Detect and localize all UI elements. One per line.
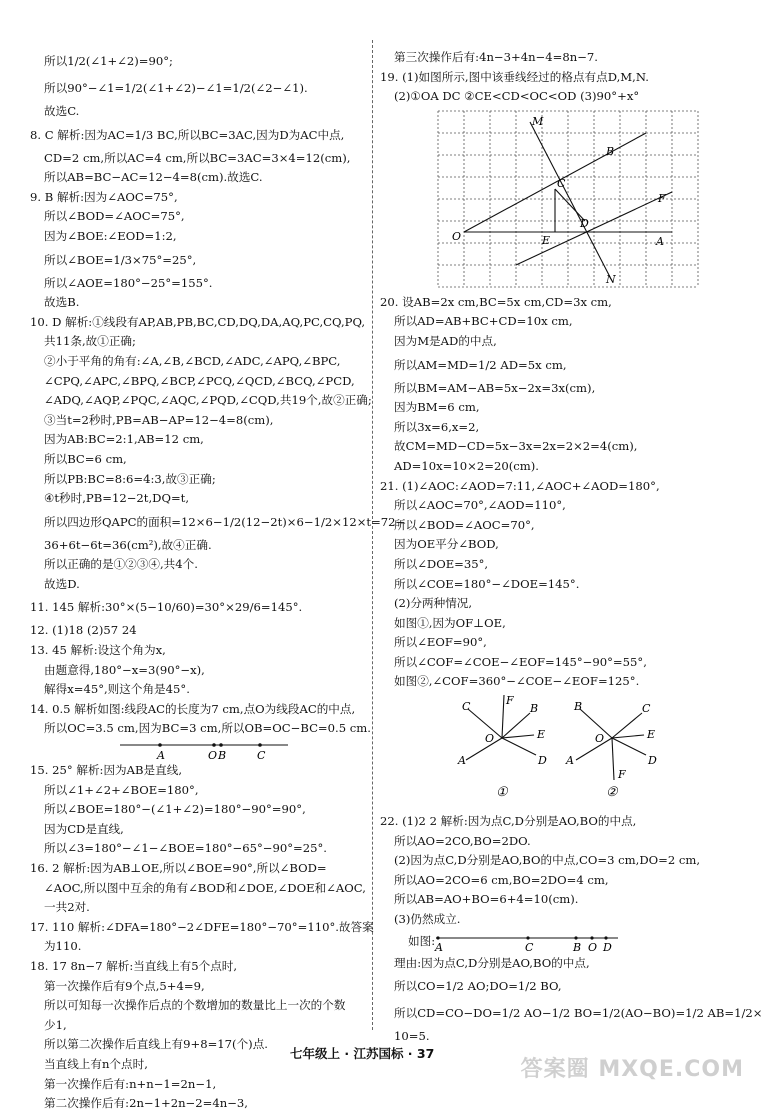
text-line: 第一次操作后有:n+n−1=2n−1, xyxy=(44,1076,217,1091)
text-line: 少1, xyxy=(44,1017,67,1032)
label-C: C xyxy=(462,700,471,714)
label-A: A xyxy=(157,749,165,763)
label-C: C xyxy=(257,749,266,763)
text-line: 所以∠DOE=35°, xyxy=(394,556,489,571)
text-line: 所以3x=6,x=2, xyxy=(394,419,480,434)
answer-12: 12. (1)18 (2)57 24 xyxy=(30,623,137,638)
watermark: 答案圈 MXQE.COM xyxy=(520,1057,744,1082)
text-line: 所以AM=MD=1/2 AD=5x cm, xyxy=(394,357,567,372)
text-line: 所以CO=1/2 AO;DO=1/2 BO, xyxy=(394,979,562,994)
text-line: (2)分两种情况, xyxy=(394,596,473,611)
text-line: 如图: xyxy=(408,933,436,948)
text-line: 因为CD是直线, xyxy=(44,821,124,836)
text-line: 所以∠3=180°−∠1−∠BOE=180°−65°−90°=25°. xyxy=(44,841,327,856)
text-line: 为110. xyxy=(44,939,82,954)
answer-9: 9. B 解析:因为∠AOC=75°, xyxy=(30,189,178,204)
text-line: 所以∠1+∠2+∠BOE=180°, xyxy=(44,782,199,797)
page-footer: 七年级上 · 江苏国标 · 37 xyxy=(290,1046,435,1061)
label-N: N xyxy=(606,272,616,286)
text-line: 所以∠EOF=90°, xyxy=(394,635,487,650)
label-F: F xyxy=(658,191,666,205)
label-A: A xyxy=(566,754,574,768)
text-line: ③当t=2秒时,PB=AB−AP=12−4=8(cm), xyxy=(44,412,274,427)
label-A: A xyxy=(458,754,466,768)
text-line: (2)①OA DC ②CE<CD<OC<OD (3)90°+x° xyxy=(394,89,640,104)
text-line: 所以AB=AO+BO=6+4=10(cm). xyxy=(394,892,579,907)
text-line: 所以BC=6 cm, xyxy=(44,451,127,466)
q14-figure xyxy=(30,739,368,761)
label-O: O xyxy=(452,229,462,243)
text-line: 第二次操作后有:2n−1+2n−2=4n−3, xyxy=(44,1096,248,1111)
label-C: C xyxy=(525,940,534,954)
text-line: 理由:因为点C,D分别是AO,BO的中点, xyxy=(394,955,590,970)
text-line: 如图①,因为OF⊥OE, xyxy=(394,615,506,630)
label-A: A xyxy=(435,940,443,954)
text-line: 当直线上有n个点时, xyxy=(44,1056,148,1071)
text-line: ④t秒时,PB=12−2t,DQ=t, xyxy=(44,491,190,506)
text-line: 一共2对. xyxy=(44,900,90,915)
label-M: M xyxy=(532,114,544,128)
label-C: C xyxy=(557,176,566,190)
label-B: B xyxy=(606,144,615,158)
text-line: (2)因为点C,D分别是AO,BO的中点,CO=3 cm,DO=2 cm, xyxy=(394,853,701,868)
text-line: 因为M是AD的中点, xyxy=(394,333,497,348)
grid-diagram xyxy=(380,107,732,293)
text-line: 所以∠BOE=180°−(∠1+∠2)=180°−90°=90°, xyxy=(44,802,306,817)
q22-figure-row xyxy=(380,930,732,954)
angle-diagrams xyxy=(380,692,732,812)
text-line: 如图②,∠COF=360°−∠COE−∠EOF=125°. xyxy=(394,674,640,689)
text-line: 所以AD=AB+BC+CD=10x cm, xyxy=(394,314,573,329)
q21-figures xyxy=(380,692,732,812)
label-B: B xyxy=(218,749,227,763)
caption-1: ① xyxy=(496,785,508,801)
label-E: E xyxy=(537,728,546,742)
answer-17: 17. 110 解析:∠DFA=180°−2∠DFE=180°−70°=110°.故答案 xyxy=(30,919,374,934)
label-F: F xyxy=(506,694,514,708)
text-line: 所以∠BOE=1/3×75°=25°, xyxy=(44,252,197,267)
text-line: 所以AB=BC−AC=12−4=8(cm).故选C. xyxy=(44,170,263,185)
label-D: D xyxy=(538,754,547,768)
text-line: 所以OC=3.5 cm,因为BC=3 cm,所以OB=OC−BC=0.5 cm. xyxy=(44,721,371,736)
answer-13: 13. 45 解析:设这个角为x, xyxy=(30,643,166,658)
text-line: 所以正确的是①②③④,共4个. xyxy=(44,557,198,572)
text-line: 所以∠COE=180°−∠DOE=145°. xyxy=(394,576,580,591)
text-line: 故选C. xyxy=(44,104,80,118)
text-line: 第一次操作后有9个点,5+4=9, xyxy=(44,978,205,993)
answer-15: 15. 25° 解析:因为AB是直线, xyxy=(30,763,182,778)
label-E: E xyxy=(647,728,656,742)
text-line: 因为OE平分∠BOD, xyxy=(394,537,499,552)
label-D: D xyxy=(580,216,589,230)
text-line: 所以BM=AM−AB=5x−2x=3x(cm), xyxy=(394,380,596,395)
text-line: 因为BM=6 cm, xyxy=(394,400,480,415)
answer-20: 20. 设AB=2x cm,BC=5x cm,CD=3x cm, xyxy=(380,294,612,309)
text-line: 所以AO=2CO=6 cm,BO=2DO=4 cm, xyxy=(394,872,609,887)
answer-10: 10. D 解析:①线段有AP,AB,PB,BC,CD,DQ,DA,AQ,PC,CQ,PQ, xyxy=(30,314,366,329)
label-F: F xyxy=(618,768,626,782)
text-line: 因为∠BOE:∠EOD=1:2, xyxy=(44,228,177,243)
text-line: ②小于平角的角有:∠A,∠B,∠BCD,∠ADC,∠APQ,∠BPC, xyxy=(44,353,341,368)
label-D: D xyxy=(603,940,612,954)
text-line: 所以∠AOE=180°−25°=155°. xyxy=(44,275,213,290)
label-E: E xyxy=(542,233,551,247)
text-line: 故CM=MD−CD=5x−3x=2x=2×2=4(cm), xyxy=(394,439,638,454)
text-line: 所以∠BOD=∠AOC=70°, xyxy=(394,517,535,532)
answer-8: 8. C 解析:因为AC=1/3 BC,所以BC=3AC,因为D为AC中点, xyxy=(30,127,345,142)
answer-21: 21. (1)∠AOC:∠AOD=7:11,∠AOC+∠AOD=180°, xyxy=(380,478,660,493)
text-line: 所以CD=CO−DO=1/2 AO−1/2 BO=1/2(AO−BO)=1/2 AB=1/2× xyxy=(394,1006,762,1021)
answer-11: 11. 145 解析:30°×(5−10/60)=30°×29/6=145°. xyxy=(30,600,303,615)
label-O: O xyxy=(588,940,598,954)
caption-2: ② xyxy=(606,785,618,801)
text-line: 所以∠BOD=∠AOC=75°, xyxy=(44,209,185,224)
label-A: A xyxy=(656,234,664,248)
text-line: 所以∠COF=∠COE−∠EOF=145°−90°=55°, xyxy=(394,654,647,669)
label-C: C xyxy=(642,702,651,716)
text-line: 所以PB:BC=8:6=4:3,故③正确; xyxy=(44,471,216,486)
segment-diagram xyxy=(380,930,732,954)
answer-16: 16. 2 解析:因为AB⊥OE,所以∠BOE=90°,所以∠BOD= xyxy=(30,861,327,875)
text-line: (3)仍然成立. xyxy=(394,912,461,927)
label-D: D xyxy=(648,754,657,768)
answer-14: 14. 0.5 解析如图:线段AC的长度为7 cm,点O为线段AC的中点, xyxy=(30,701,356,716)
text-line: 第三次操作后有:4n−3+4n−4=8n−7. xyxy=(394,50,598,64)
text-line: ∠ADQ,∠AQP,∠PQC,∠AQC,∠PQD,∠CQD,共19个,故②正确; xyxy=(44,393,372,408)
label-B: B xyxy=(574,700,583,714)
label-B: B xyxy=(573,940,582,954)
text-line: ∠CPQ,∠APC,∠BPQ,∠BCP,∠PCQ,∠QCD,∠BCQ,∠PCD, xyxy=(44,373,355,388)
text-line: 10=5. xyxy=(394,1029,430,1044)
text-line: 所以90°−∠1=1/2(∠1+∠2)−∠1=1/2(∠2−∠1). xyxy=(44,81,308,95)
segment-diagram xyxy=(30,739,368,761)
text-line: 解得x=45°,则这个角是45°. xyxy=(44,682,190,697)
text-line: 所以1/2(∠1+∠2)=90°; xyxy=(44,54,173,68)
text-line: ∠AOC,所以图中互余的角有∠BOD和∠DOE,∠DOE和∠AOC, xyxy=(44,880,366,895)
label-O: O xyxy=(485,732,495,746)
answer-19: 19. (1)如图所示,图中该垂线经过的格点有点D,M,N. xyxy=(380,69,649,84)
label-O: O xyxy=(208,749,218,763)
text-line: AD=10x=10×2=20(cm). xyxy=(394,458,539,473)
answer-18: 18. 17 8n−7 解析:当直线上有5个点时, xyxy=(30,958,238,973)
answer-22: 22. (1)2 2 解析:因为点C,D分别是AO,BO的中点, xyxy=(380,814,637,829)
text-line: 由题意得,180°−x=3(90°−x), xyxy=(44,662,205,677)
text-line: 所以可知每一次操作后点的个数增加的数量比上一次的个数 xyxy=(44,998,346,1013)
text-line: 因为AB:BC=2:1,AB=12 cm, xyxy=(44,432,204,447)
text-line: 所以AO=2CO,BO=2DO. xyxy=(394,833,531,848)
text-line: CD=2 cm,所以AC=4 cm,所以BC=3AC=3×4=12(cm), xyxy=(44,150,351,165)
text-line: 故选B. xyxy=(44,295,80,310)
text-line: 所以四边形QAPC的面积=12×6−1/2(12−2t)×6−1/2×12×t=72− xyxy=(44,514,406,529)
left-column xyxy=(30,48,406,1114)
text-line: 所以第二次操作后直线上有9+8=17(个)点. xyxy=(44,1037,268,1052)
text-line: 所以∠AOC=70°,∠AOD=110°, xyxy=(394,498,566,513)
label-B: B xyxy=(530,702,539,716)
text-line: 36+6t−6t=36(cm²),故④正确. xyxy=(44,537,212,552)
label-O: O xyxy=(595,732,605,746)
q19-grid-figure xyxy=(380,107,732,293)
text-line: 故选D. xyxy=(44,576,80,591)
right-column xyxy=(380,48,762,1047)
text-line: 共11条,故①正确; xyxy=(44,334,136,349)
